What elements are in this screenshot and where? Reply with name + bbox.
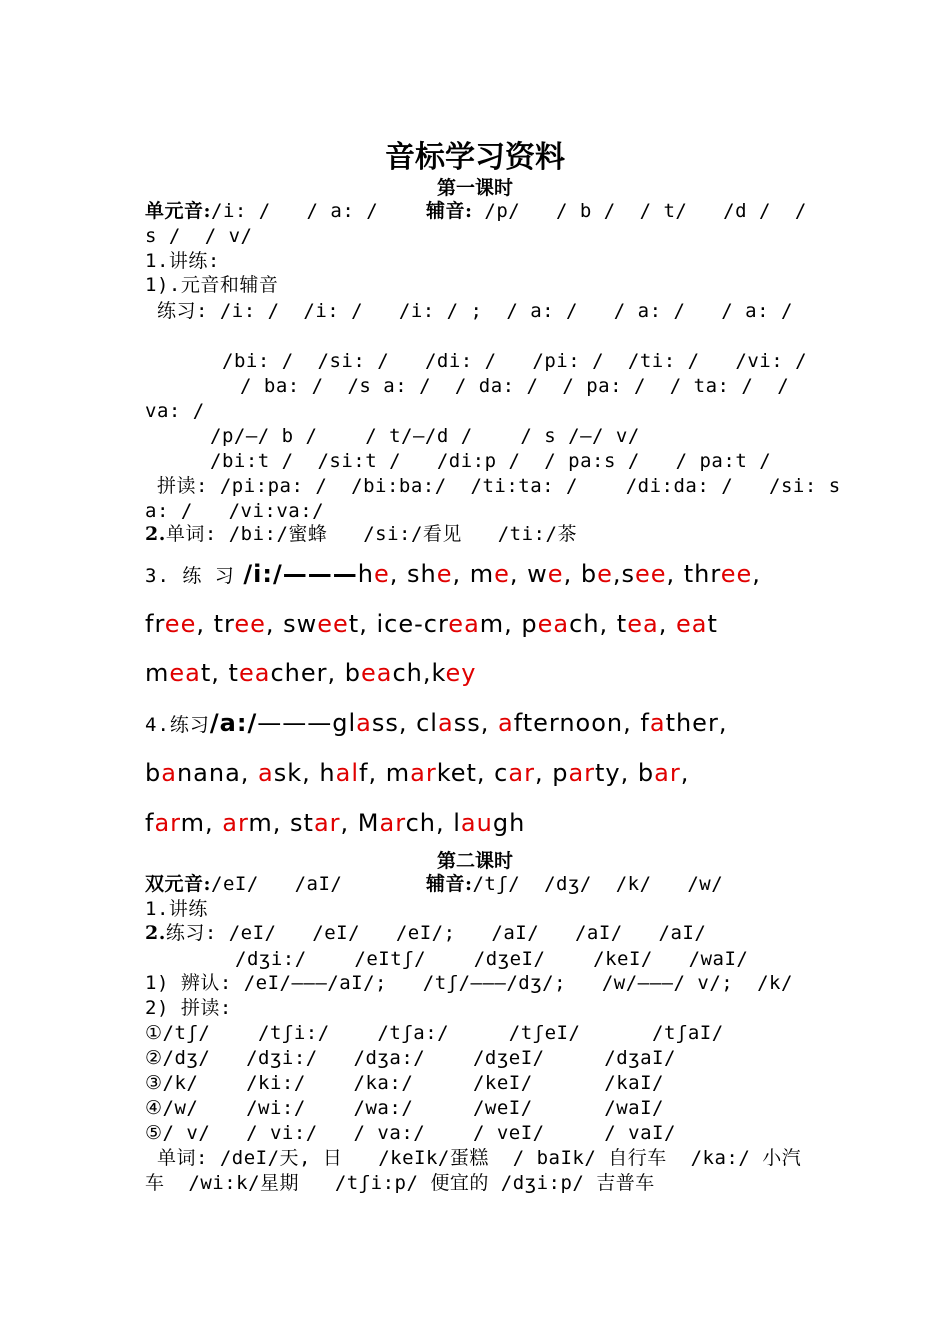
word-text: ss, — [453, 709, 498, 737]
exercise4-line2 — [145, 757, 807, 789]
word-text: nana, — [176, 759, 259, 787]
spelling-row: ①/tʃ/ /tʃi:/ /tʃa:/ /tʃeI/ /tʃaI/ — [145, 1022, 724, 1044]
vowels-label: 单元音: — [145, 200, 212, 222]
lesson2-heading: 第二课时 — [436, 850, 513, 872]
word-text: ss, cl — [371, 709, 438, 737]
highlighted-letters: a — [437, 709, 454, 737]
vowels: /i: / / a: / — [211, 200, 379, 222]
word-text: f, m — [359, 759, 411, 787]
highlighted-letters: au — [460, 809, 493, 837]
drill-line: / ba: / /s a: / / da: / / pa: / / ta: / / — [240, 375, 790, 397]
word-text: , M — [340, 809, 380, 837]
highlighted-letters: ar — [222, 809, 249, 837]
highlighted-letters: a — [356, 709, 372, 737]
page-title: 音标学习资料 — [385, 140, 565, 175]
vowels-consonants-line — [145, 199, 807, 224]
exercise3-label: 3. 练 习 — [145, 565, 235, 587]
drill-line: va: / — [145, 400, 205, 422]
spelling-row: ④/w/ /wi:/ /wa:/ /weI/ /waI/ — [145, 1097, 664, 1119]
highlighted-letters: ar — [410, 759, 437, 787]
highlighted-letters: ea — [169, 659, 201, 687]
word-text: f — [145, 809, 155, 837]
exercise3-sound: /i:/——— — [243, 560, 358, 588]
spelling-row: ②/dʒ/ /dʒi:/ /dʒa:/ /dʒeI/ /dʒaI/ — [145, 1047, 676, 1069]
highlighted-letters: ea — [448, 610, 480, 638]
word-text: , tr — [196, 610, 235, 638]
highlighted-letters: ea — [238, 659, 271, 687]
word-text: , sw — [265, 610, 318, 638]
word-text: fternoon, f — [513, 709, 650, 737]
highlighted-letters: a — [497, 709, 514, 737]
word-text: , — [658, 610, 676, 638]
highlighted-letters: al — [335, 759, 360, 787]
spelling-row: ⑤/ v/ / vi:/ / va:/ / veI/ / vaI/ — [145, 1122, 676, 1144]
exercise4-label: 4.练习 — [145, 714, 210, 736]
word-text: , p — [534, 759, 569, 787]
word-text: fr — [145, 610, 165, 638]
consonants-label: 辅音: — [425, 200, 473, 222]
word-text: gh — [492, 809, 526, 837]
drill-line: 练习: /i: / /i: / /i: / ; / a: / / a: / / a: / — [145, 300, 793, 322]
words-line: 2.单词: /bi:/蜜蜂 /si:/看见 /ti:/茶 — [145, 523, 577, 545]
word-text: sk, h — [273, 759, 336, 787]
word-text: ket, c — [436, 759, 509, 787]
identify-line: 1) 辨认: /eI/———/aI/; /tʃ/———/dʒ/; /w/———/ v/; /k/ — [145, 972, 793, 994]
spelling-line: 拼读: /pi:pa: / /bi:ba:/ /ti:ta: / /di:da: / /si: s — [145, 475, 841, 497]
consonants-cont: s / / v/ — [145, 225, 253, 247]
exercise3-line2 — [145, 608, 807, 640]
word-text: ty, b — [595, 759, 655, 787]
highlighted-letters: ar — [654, 759, 681, 787]
highlighted-letters: ar — [154, 809, 181, 837]
highlighted-letters: ar — [313, 809, 341, 837]
word-text: cher, b — [270, 659, 361, 687]
word-text: t — [707, 610, 718, 638]
practice-title: 1.讲练: — [145, 250, 220, 272]
diphthongs-line: 双元音:/eI/ /aI/ 辅音:/tʃ/ /dʒ/ /k/ /w/ — [145, 873, 724, 895]
highlighted-letters: a — [258, 759, 274, 787]
exercise3-line3 — [145, 657, 807, 689]
highlighted-letters: ee — [317, 610, 349, 638]
drill-line: /dʒi:/ /eItʃ/ /dʒeI/ /keI/ /waI/ — [235, 948, 749, 970]
word-text: m, p — [479, 610, 538, 638]
word-text: ch,k — [392, 659, 446, 687]
highlighted-letters: ea — [675, 610, 708, 638]
spelling-title: 2) 拼读: — [145, 997, 232, 1019]
word-text: m — [145, 659, 170, 687]
highlighted-letters: ee — [234, 610, 266, 638]
subsection-title: 1).元音和辅音 — [145, 274, 279, 296]
exercise4-sound: /a:/ — [209, 709, 258, 737]
highlighted-letters: ar — [508, 759, 535, 787]
exercise4-line3 — [145, 807, 807, 839]
spelling-line: a: / /vi:va:/ — [145, 500, 325, 522]
highlighted-letters: ea — [537, 610, 570, 638]
word-text: ch, l — [405, 809, 461, 837]
words-line: 单词: /deI/天, 日 /keIk/蛋糕 / baIk/ 自行车 /ka:/ 小汽 — [145, 1147, 802, 1169]
highlighted-letters: ea — [360, 659, 393, 687]
spelling-row: ③/k/ /ki:/ /ka:/ /keI/ /kaI/ — [145, 1072, 664, 1094]
highlighted-letters: ar — [379, 809, 406, 837]
word-text: ther, — [665, 709, 728, 737]
practice-title: 1.讲练 — [145, 898, 208, 920]
exercise4-line1 — [145, 707, 807, 741]
word-text: ———gl — [257, 709, 357, 737]
highlighted-letters: a — [161, 759, 177, 787]
word-text: m, st — [248, 809, 314, 837]
consonants: /p/ / b / / t/ /d / / — [484, 200, 807, 222]
drill-line: /p/—/ b / / t/—/d / / s /—/ v/ — [210, 425, 640, 447]
drill-line: 2.练习: /eI/ /eI/ /eI/; /aI/ /aI/ /aI/ — [145, 922, 707, 944]
word-text: t, ice-cr — [348, 610, 449, 638]
words-line: 车 /wi:k/星期 /tʃi:p/ 便宜的 /dʒi:p/ 吉普车 — [145, 1172, 655, 1194]
word-text: m, — [180, 809, 223, 837]
word-text: ch, t — [569, 610, 628, 638]
word-text: b — [145, 759, 162, 787]
highlighted-letters: ea — [627, 610, 659, 638]
highlighted-letters: ar — [568, 759, 596, 787]
lesson1-heading: 第一课时 — [436, 177, 513, 199]
highlighted-letters: ey — [445, 659, 477, 687]
drill-line: /bi:t / /si:t / /di:p / / pa:s / / pa:t / — [210, 450, 772, 472]
word-text: t, t — [200, 659, 239, 687]
drill-line: /bi: / /si: / /di: / /pi: / /ti: / /vi: / — [222, 350, 808, 372]
exercise3-line1: 3. 练 习 /i:/———he, she, me, we, be,see, three, — [145, 560, 761, 588]
highlighted-letters: a — [649, 709, 666, 737]
highlighted-letters: ee — [164, 610, 197, 638]
word-text: , — [680, 759, 690, 787]
